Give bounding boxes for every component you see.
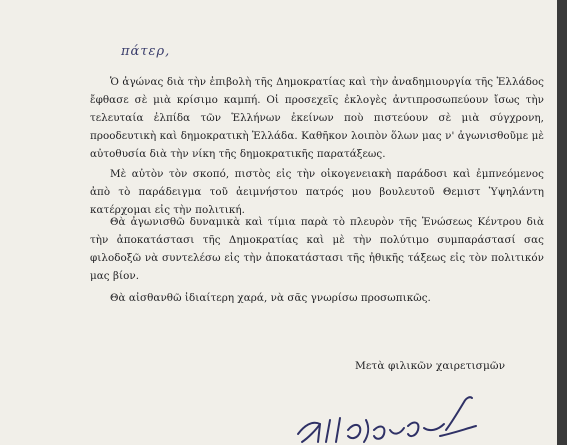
handwritten-salutation: πάτερ, [121,44,171,59]
paragraph-3: Θὰ ἀγωνισθῶ δυναμικὰ καὶ τίμια παρὰ τὸ πλευρὸν τῆς Ἑνώσεως Κέντρου διὰ τὴν ἀποκατάστασι τῆς Δημοκρατίας καὶ μὲ τὴν πολύτιμο συμπαράστασί σας φιλοδοξῶ νὰ συντελέσω εἰς τὴν ἀποκατάστασι τῆς ἠθικῆς τάξεως εἰς τὸν πολιτικόν μας βίον. [90,216,544,282]
closing-salutation: Μετὰ φιλικῶν χαιρετισμῶν [355,360,506,372]
scan-edge [557,0,567,445]
paragraph-2: Μὲ αὐτὸν τὸν σκοπό, πιστὸς εἰς τὴν οἰκογενειακὴ παράδοσι καὶ ἐμπνεόμενος ἀπὸ τὸ παράδειγμα τοῦ ἀειμνήστου πατρός μου βουλευτοῦ Θεμιστ Ὑψηλάντη κατέρχομαι εἰς τὴν πολιτική. [90,168,544,216]
paragraph-4: Θὰ αἰσθανθῶ ἰδιαίτερη χαρά, νὰ σᾶς γνωρίσω προσωπικῶς. [110,292,431,304]
handwritten-signature [290,390,490,445]
paragraph-1: Ὁ ἀγώνας διὰ τὴν ἐπιβολὴ τῆς Δημοκρατίας καὶ τὴν ἀναδημιουργία τῆς Ἑλλάδος ἔφθασε σὲ μιὰ κρίσιμο καμπή. Οἱ προσεχεῖς ἐκλογὲς ἀντιπροσωπεύουν ἴσως τὴν τελευταία ἐλπίδα τῶν Ἑλλήνων ἐκείνων ποὺ πιστεύουν σὲ μιὰ σύγχρονη, προοδευτικὴ καὶ δημοκρατικὴ Ἑλλάδα. Καθῆκον λοιπὸν ὅλων μας ν' ἀγωνισθοῦμε μὲ αὐτοθυσία διὰ τὴν νίκη τῆς δημοκρατικῆς παρατάξεως. [90,76,544,160]
